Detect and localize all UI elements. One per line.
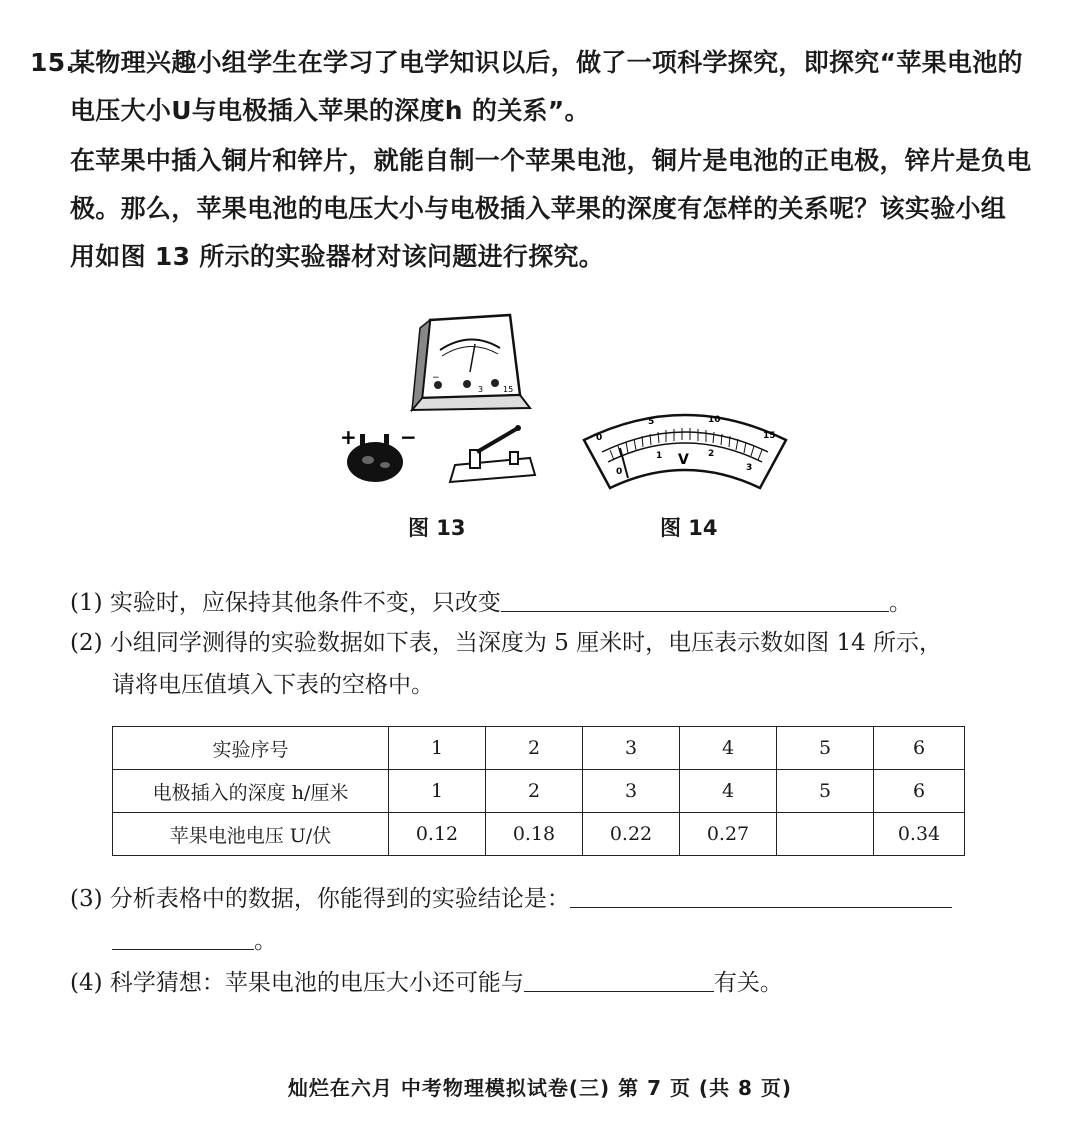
- question-line-3: 在苹果中插入铜片和锌片，就能自制一个苹果电池，铜片是电池的正电极，锌片是负电: [70, 146, 1032, 175]
- table-cell: 0.27: [680, 813, 777, 856]
- part-2-line-1: (2) 小组同学测得的实验数据如下表，当深度为 5 厘米时，电压表示数如图 14 所示，: [70, 630, 943, 656]
- part-1: [70, 588, 912, 618]
- table-cell: 0.34: [874, 813, 965, 856]
- question-number: 15.: [30, 48, 76, 77]
- part-3-answer-blank[interactable]: [570, 885, 952, 908]
- table-cell: 6: [874, 727, 965, 770]
- table-row-header: 苹果电池电压 U/伏: [113, 813, 389, 856]
- svg-text:3: 3: [478, 385, 484, 394]
- svg-text:−: −: [400, 425, 417, 449]
- svg-text:0: 0: [616, 467, 623, 477]
- question-line-4: 极。那么，苹果电池的电压大小与电极插入苹果的深度有怎样的关系呢？该实验小组: [70, 194, 1007, 223]
- question-line-2: 电压大小U与电极插入苹果的深度h 的关系”。: [70, 96, 590, 125]
- table-row: [113, 727, 965, 770]
- data-table: [112, 726, 965, 856]
- page-footer: 灿烂在六月 中考物理模拟试卷(三) 第 7 页 (共 8 页): [287, 1076, 793, 1100]
- part-3-text: (3) 分析表格中的数据，你能得到的实验结论是：: [70, 886, 570, 912]
- voltage-answer-cell[interactable]: [777, 813, 874, 856]
- figure-13-apparatus: [330, 310, 550, 490]
- part-2-line-2: 请将电压值填入下表的空格中。: [112, 672, 434, 698]
- table-cell: 0.18: [486, 813, 583, 856]
- svg-text:3: 3: [746, 463, 753, 473]
- table-cell: 3: [583, 770, 680, 813]
- part-1-answer-blank[interactable]: [501, 589, 889, 612]
- figure-14-caption: 图 14: [660, 516, 718, 540]
- part-1-text: (1) 实验时，应保持其他条件不变，只改变: [70, 590, 501, 616]
- svg-text:+: +: [340, 425, 357, 449]
- part-3-answer-blank-2[interactable]: [112, 927, 254, 950]
- svg-text:15: 15: [503, 385, 514, 394]
- voltmeter-icon: [412, 315, 530, 410]
- table-cell: 2: [486, 770, 583, 813]
- part-4-text: (4) 科学猜想：苹果电池的电压大小还可能与: [70, 970, 524, 996]
- svg-text:V: V: [678, 452, 689, 468]
- figure-14-meter-scale: [580, 400, 790, 490]
- svg-text:−: −: [432, 373, 440, 383]
- table-cell: 2: [486, 727, 583, 770]
- part-3-continued: [112, 926, 277, 956]
- table-cell: 3: [583, 727, 680, 770]
- part-3: [70, 884, 952, 914]
- table-cell: 5: [777, 770, 874, 813]
- table-cell: 0.12: [389, 813, 486, 856]
- question-line-5: 用如图 13 所示的实验器材对该问题进行探究。: [70, 242, 605, 271]
- svg-text:1: 1: [656, 451, 663, 461]
- svg-text:10: 10: [708, 415, 721, 425]
- table-row-header: 实验序号: [113, 727, 389, 770]
- table-row: [113, 813, 965, 856]
- part-4-end: 有关。: [713, 970, 783, 996]
- figure-13-caption: 图 13: [408, 516, 466, 540]
- table-cell: 1: [389, 770, 486, 813]
- svg-text:15: 15: [763, 431, 776, 441]
- table-cell: 0.22: [583, 813, 680, 856]
- switch-icon: [450, 425, 535, 482]
- svg-text:5: 5: [648, 417, 655, 427]
- table-row: [113, 770, 965, 813]
- table-cell: 4: [680, 727, 777, 770]
- part-4-answer-blank[interactable]: [524, 969, 714, 992]
- question-line-1: 某物理兴趣小组学生在学习了电学知识以后，做了一项科学探究，即探究“苹果电池的: [70, 48, 1023, 77]
- table-cell: 1: [389, 727, 486, 770]
- table-row-header: 电极插入的深度 h/厘米: [113, 770, 389, 813]
- svg-text:0: 0: [596, 433, 603, 443]
- part-1-end: 。: [888, 590, 912, 616]
- table-cell: 4: [680, 770, 777, 813]
- part-4: [70, 968, 783, 998]
- table-cell: 5: [777, 727, 874, 770]
- table-cell: 6: [874, 770, 965, 813]
- part-3-end: 。: [254, 928, 277, 954]
- svg-text:2: 2: [708, 449, 715, 459]
- apple-battery-icon: [340, 425, 417, 482]
